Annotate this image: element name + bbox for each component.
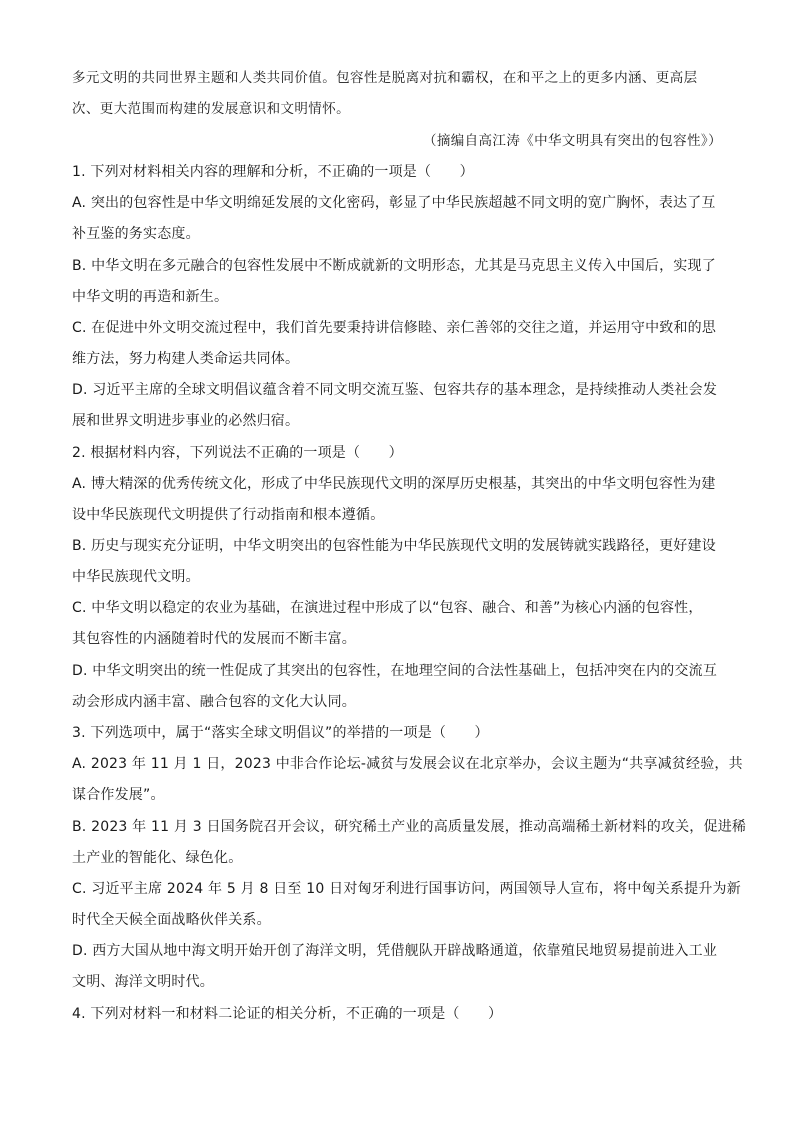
intro-line-1: 多元文明的共同世界主题和人类共同价值。包容性是脱离对抗和霸权，在和平之上的更多内涵、更高层 (72, 70, 698, 86)
option-line: A. 2023 年 11 月 1 日，2023 中非合作论坛-减贫与发展会议在北京举办，会议主题为“共享减贫经验，共 (72, 756, 743, 772)
question-2-stem: 2. 根据材料内容，下列说法不正确的一项是（ ） (72, 445, 403, 461)
option-line: 谋合作发展”。 (72, 787, 165, 803)
source-citation: （摘编自高江涛《中华文明具有突出的包容性》） (422, 133, 722, 149)
option-line: D. 习近平主席的全球文明倡议蕴含着不同文明交流互鉴、包容共存的基本理念，是持续推动人类社会发 (72, 382, 718, 398)
option-line: B. 中华文明在多元融合的包容性发展中不断成就新的文明形态，尤其是马克思主义传入中国后，实现了 (72, 258, 716, 274)
intro-line-2: 次、更大范围而构建的发展意识和文明情怀。 (72, 101, 350, 117)
question-3-stem: 3. 下列选项中，属于“落实全球文明倡议”的举措的一项是（ ） (72, 725, 489, 741)
option-line: 动会形成内涵丰富、融合包容的文化大认同。 (72, 694, 356, 710)
question-1-stem: 1. 下列对材料相关内容的理解和分析，不正确的一项是（ ） (72, 164, 474, 180)
option-line: D. 中华文明突出的统一性促成了其突出的包容性，在地理空间的合法性基础上，包括冲突在内的交流互 (72, 663, 718, 679)
option-line: B. 历史与现实充分证明，中华文明突出的包容性能为中华民族现代文明的发展铸就实践路径，更好建设 (72, 538, 716, 554)
option-line: 时代全天候全面战略伙伴关系。 (72, 912, 271, 928)
option-line: A. 突出的包容性是中华文明绵延发展的文化密码，彰显了中华民族超越不同文明的宽广胸怀，表达了互 (72, 195, 716, 211)
option-line: 中华民族现代文明。 (72, 569, 200, 585)
option-line: 展和世界文明进步事业的必然归宿。 (72, 413, 300, 429)
option-line: A. 博大精深的优秀传统文化，形成了中华民族现代文明的深厚历史根基，其突出的中华文明包容性为建 (72, 476, 716, 492)
option-line: 其包容性的内涵随着时代的发展而不断丰富。 (72, 631, 356, 647)
option-line: D. 西方大国从地中海文明开始开创了海洋文明，凭借舰队开辟战略通道，依靠殖民地贸易提前进入工业 (72, 943, 718, 959)
option-line: 中华文明的再造和新生。 (72, 289, 229, 305)
question-4-stem: 4. 下列对材料一和材料二论证的相关分析，不正确的一项是（ ） (72, 1006, 503, 1022)
option-line: C. 中华文明以稳定的农业为基础，在演进过程中形成了以“包容、融合、和善”为核心内涵的包容性， (72, 600, 703, 616)
option-line: C. 在促进中外文明交流过程中，我们首先要秉持讲信修睦、亲仁善邻的交往之道，并运用守中致和的思 (72, 320, 717, 336)
option-line: 设中华民族现代文明提供了行动指南和根本遵循。 (72, 507, 385, 523)
option-line: B. 2023 年 11 月 3 日国务院召开会议，研究稀土产业的高质量发展，推动高端稀土新材料的攻关，促进稀 (72, 819, 747, 835)
option-line: 文明、海洋文明时代。 (72, 974, 214, 990)
option-line: 维方法，努力构建人类命运共同体。 (72, 351, 300, 367)
option-line: 土产业的智能化、绿色化。 (72, 850, 243, 866)
option-line: C. 习近平主席 2024 年 5 月 8 日至 10 日对匈牙利进行国事访问，两国领导人宣布，将中匈关系提升为新 (72, 881, 741, 897)
option-line: 补互鉴的务实态度。 (72, 226, 200, 242)
